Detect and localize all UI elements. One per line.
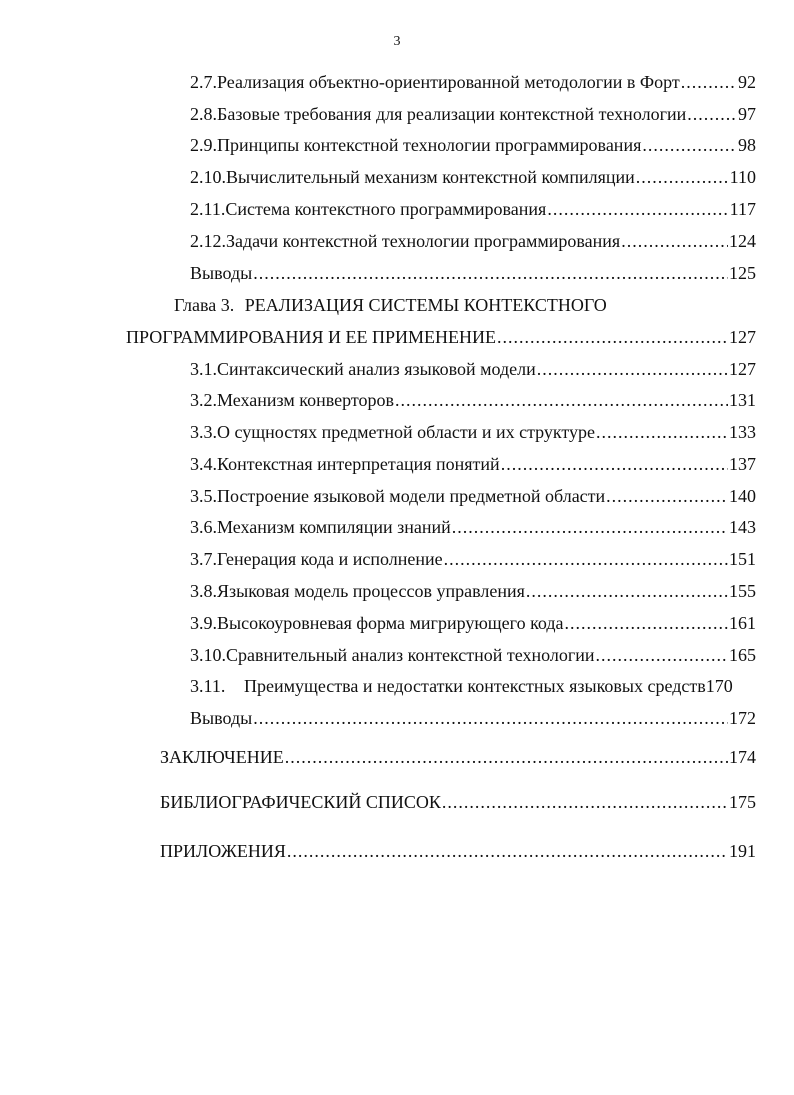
- toc-entry-page: 140: [729, 486, 756, 506]
- toc-entry-page: 170: [705, 676, 733, 696]
- dot-leader: [253, 261, 728, 285]
- toc-entry: [190, 357, 756, 381]
- toc-entry-title: Преимущества и недостатки контекстных языковых средств: [244, 676, 706, 696]
- toc-entry: [190, 643, 756, 667]
- toc-entry-number: 3.3.: [190, 422, 217, 442]
- toc-entry-appendices: [160, 839, 756, 863]
- dot-leader: [287, 839, 728, 863]
- toc-entry: [190, 420, 756, 444]
- toc-entry-page: 143: [729, 517, 756, 537]
- toc-entry-page: 125: [729, 263, 756, 283]
- dot-leader: [596, 643, 728, 667]
- toc-entry-title: Выводы: [190, 708, 253, 728]
- dot-leader: [442, 790, 728, 814]
- toc-entry-conclusion: [190, 706, 756, 730]
- toc-entry-number: 3.8.: [190, 581, 217, 601]
- toc-entry-page: 110: [729, 167, 756, 187]
- toc-entry-conclusion-chapter: [160, 745, 756, 769]
- toc-entry: [190, 165, 756, 189]
- toc-entry: [190, 674, 756, 698]
- toc-entry-number: 2.7.: [190, 72, 217, 92]
- toc-entry-title: Контекстная интерпретация понятий: [217, 454, 500, 474]
- dot-leader: [687, 102, 737, 126]
- dot-leader: [547, 197, 728, 221]
- toc-entry-title: Система контекстного программирования: [225, 199, 547, 219]
- toc-entry-title: Задачи контекстной технологии программирования: [226, 231, 621, 251]
- toc-entry-title: Принципы контекстной технологии программирования: [217, 135, 642, 155]
- toc-entry-number: 3.2.: [190, 390, 217, 410]
- dot-leader: [526, 579, 728, 603]
- dot-leader: [596, 420, 728, 444]
- toc-entry: [190, 388, 756, 412]
- toc-entry-title: Механизм компиляции знаний: [217, 517, 451, 537]
- toc-entry-page: 172: [729, 708, 756, 728]
- toc-entry-title: Механизм конверторов: [217, 390, 395, 410]
- dot-leader: [642, 133, 737, 157]
- toc-entry-page: 161: [729, 613, 756, 633]
- toc-entry-page: 191: [729, 841, 756, 861]
- toc-entry: [190, 547, 756, 571]
- chapter-heading-line2: [126, 325, 756, 349]
- toc-entry-title: Синтаксический анализ языковой модели: [217, 359, 536, 379]
- toc-entry-title: ПРИЛОЖЕНИЯ: [160, 841, 286, 861]
- dot-leader: [497, 325, 728, 349]
- toc-entry-page: 127: [729, 327, 756, 347]
- toc-entry-page: 155: [729, 581, 756, 601]
- toc-entry-number: 2.8.: [190, 104, 217, 124]
- toc-entry-number: 3.7.: [190, 549, 217, 569]
- chapter-heading: [174, 293, 607, 317]
- toc-entry-number: 3.11.: [190, 676, 226, 696]
- toc-entry-page: 127: [729, 359, 756, 379]
- toc-entry-title: Базовые требования для реализации контекстной технологии: [217, 104, 687, 124]
- toc-entry-number: 3.4.: [190, 454, 217, 474]
- toc-entry-number: 2.12.: [190, 231, 226, 251]
- toc-entry: [190, 452, 756, 476]
- toc-entry-number: 2.11.: [190, 199, 226, 219]
- dot-leader: [636, 165, 729, 189]
- toc-entry-number: 3.5.: [190, 486, 217, 506]
- toc-entry-page: 165: [729, 645, 756, 665]
- toc-entry-number: 3.6.: [190, 517, 217, 537]
- toc-entry-page: 175: [729, 792, 756, 812]
- toc-entry: [190, 515, 756, 539]
- toc-entry: [190, 133, 756, 157]
- chapter-title-line2: ПРОГРАММИРОВАНИЯ И ЕЕ ПРИМЕНЕНИЕ: [126, 327, 496, 347]
- dot-leader: [444, 547, 728, 571]
- toc-entry: [190, 579, 756, 603]
- toc-entry-page: 92: [738, 72, 756, 92]
- toc-entry-bibliography: [160, 790, 756, 814]
- toc-entry-page: 151: [729, 549, 756, 569]
- toc-entry-title: Реализация объектно-ориентированной методологии в Форт: [217, 72, 680, 92]
- dot-leader: [565, 611, 728, 635]
- toc-entry: [190, 611, 756, 635]
- toc-entry-page: 137: [729, 454, 756, 474]
- toc-entry-title: Языковая модель процессов управления: [217, 581, 525, 601]
- chapter-title-line1: РЕАЛИЗАЦИЯ СИСТЕМЫ КОНТЕКСТНОГО: [244, 295, 607, 315]
- dot-leader: [452, 515, 728, 539]
- toc-entry-title: Выводы: [190, 263, 253, 283]
- toc-entry-page: 117: [729, 199, 756, 219]
- dot-leader: [606, 484, 728, 508]
- toc-entry-page: 98: [738, 135, 756, 155]
- toc-entry-title: Генерация кода и исполнение: [217, 549, 443, 569]
- toc-entry-page: 97: [738, 104, 756, 124]
- toc-entry: [190, 102, 756, 126]
- toc-entry-title: Высокоуровневая форма мигрирующего кода: [217, 613, 564, 633]
- toc-entry-title: Сравнительный анализ контекстной технологии: [226, 645, 595, 665]
- dot-leader: [395, 388, 728, 412]
- page-number: 3: [393, 34, 401, 49]
- toc-entry-title: Построение языковой модели предметной области: [217, 486, 606, 506]
- dot-leader: [621, 229, 728, 253]
- toc-entry-title: Вычислительный механизм контекстной компиляции: [226, 167, 635, 187]
- toc-entry: [190, 229, 756, 253]
- chapter-label: Глава 3.: [174, 295, 235, 315]
- toc-entry-number: 3.1.: [190, 359, 217, 379]
- toc-entry-page: 133: [729, 422, 756, 442]
- toc-entry: [190, 70, 756, 94]
- toc-entry-page: 174: [729, 747, 756, 767]
- dot-leader: [537, 357, 728, 381]
- toc-entry-number: 2.9.: [190, 135, 217, 155]
- toc-entry-number: 3.9.: [190, 613, 217, 633]
- toc-entry-number: 2.10.: [190, 167, 226, 187]
- toc-entry-page: 124: [729, 231, 756, 251]
- dot-leader: [681, 70, 737, 94]
- dot-leader: [501, 452, 728, 476]
- toc-entry: [190, 484, 756, 508]
- toc-entry-page: 131: [729, 390, 756, 410]
- toc-entry: [190, 197, 756, 221]
- dot-leader: [253, 706, 728, 730]
- toc-entry-title: БИБЛИОГРАФИЧЕСКИЙ СПИСОК: [160, 792, 441, 812]
- dot-leader: [285, 745, 728, 769]
- toc-entry-number: 3.10.: [190, 645, 226, 665]
- toc-entry-title: ЗАКЛЮЧЕНИЕ: [160, 747, 284, 767]
- toc-entry-conclusion: [190, 261, 756, 285]
- toc-entry-title: О сущностях предметной области и их структуре: [217, 422, 596, 442]
